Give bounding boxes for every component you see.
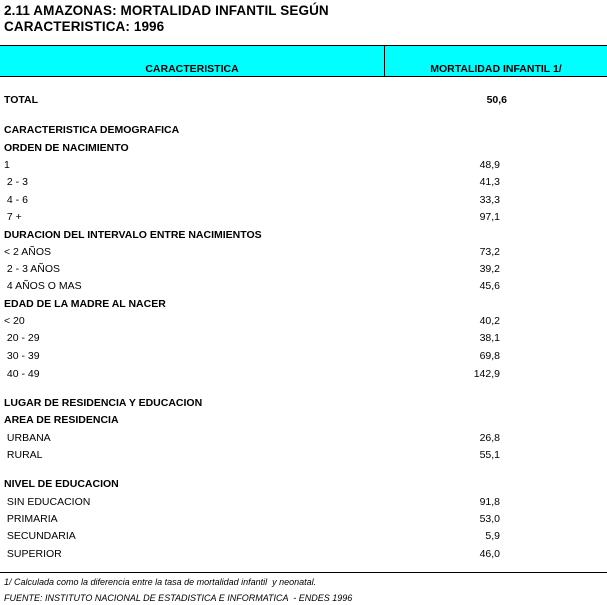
row-label: 4 AÑOS O MAS xyxy=(4,280,82,292)
table-row xyxy=(0,332,607,348)
row-label: 20 - 29 xyxy=(4,332,40,344)
row-value: 41,3 xyxy=(479,176,500,188)
table-row xyxy=(0,350,607,366)
table-row xyxy=(0,368,607,384)
column-header-caracteristica: CARACTERISTICA xyxy=(145,63,239,75)
row-label: NIVEL DE EDUCACION xyxy=(4,478,119,490)
row-label: URBANA xyxy=(4,432,51,444)
row-value: 5,9 xyxy=(485,530,500,542)
section-heading-row xyxy=(0,414,607,430)
row-value: 33,3 xyxy=(479,194,500,206)
row-label: SIN EDUCACION xyxy=(4,496,91,508)
table-row xyxy=(0,211,607,227)
row-label: 7 + xyxy=(4,211,22,223)
table-row xyxy=(0,246,607,262)
row-label: TOTAL xyxy=(4,94,39,106)
row-value: 142,9 xyxy=(473,368,500,380)
footer-rule xyxy=(0,572,607,573)
row-value: 50,6 xyxy=(486,94,507,106)
row-label: RURAL xyxy=(4,449,43,461)
row-label: 30 - 39 xyxy=(4,350,40,362)
section-heading-row xyxy=(0,298,607,314)
table-title-line-2: CARACTERISTICA: 1996 xyxy=(4,19,165,34)
row-value: 53,0 xyxy=(479,513,500,525)
row-value: 40,2 xyxy=(479,315,500,327)
section-heading-row xyxy=(0,229,607,245)
row-value: 97,1 xyxy=(479,211,500,223)
row-label: SUPERIOR xyxy=(4,548,62,560)
table-header xyxy=(0,45,607,77)
row-value: 26,8 xyxy=(479,432,500,444)
row-value: 55,1 xyxy=(479,449,500,461)
row-label: CARACTERISTICA DEMOGRAFICA xyxy=(4,124,180,136)
table-row xyxy=(0,513,607,529)
table-title-line-1: 2.11 AMAZONAS: MORTALIDAD INFANTIL SEGÚN xyxy=(4,3,329,18)
table-row xyxy=(0,449,607,465)
table-row xyxy=(0,280,607,296)
row-label: 4 - 6 xyxy=(4,194,28,206)
row-label: SECUNDARIA xyxy=(4,530,76,542)
section-heading-row xyxy=(0,478,607,494)
row-label: 1 xyxy=(4,159,10,171)
section-heading-row xyxy=(0,142,607,158)
row-label: EDAD DE LA MADRE AL NACER xyxy=(4,298,166,310)
table-row xyxy=(0,176,607,192)
source-note: FUENTE: INSTITUTO NACIONAL DE ESTADISTICA E INFORMATICA - ENDES 1996 xyxy=(4,593,353,603)
row-label: DURACION DEL INTERVALO ENTRE NACIMIENTOS xyxy=(4,229,262,241)
row-label: < 2 AÑOS xyxy=(4,246,51,258)
row-label: PRIMARIA xyxy=(4,513,58,525)
section-heading-row xyxy=(0,397,607,413)
row-label: AREA DE RESIDENCIA xyxy=(4,414,119,426)
table-row xyxy=(0,548,607,564)
row-value: 38,1 xyxy=(479,332,500,344)
row-label: LUGAR DE RESIDENCIA Y EDUCACION xyxy=(4,397,203,409)
row-value: 46,0 xyxy=(479,548,500,560)
row-label: 40 - 49 xyxy=(4,368,40,380)
row-label: < 20 xyxy=(4,315,25,327)
table-row xyxy=(0,315,607,331)
row-value: 45,6 xyxy=(479,280,500,292)
section-heading-row xyxy=(0,94,607,110)
row-value: 39,2 xyxy=(479,263,500,275)
row-value: 91,8 xyxy=(479,496,500,508)
row-value: 48,9 xyxy=(479,159,500,171)
row-label: 2 - 3 AÑOS xyxy=(4,263,61,275)
row-label: 2 - 3 xyxy=(4,176,28,188)
table-row xyxy=(0,496,607,512)
footnote: 1/ Calculada como la diferencia entre la tasa de mortalidad infantil y neonatal. xyxy=(4,577,317,587)
row-label: ORDEN DE NACIMIENTO xyxy=(4,142,129,154)
table-row xyxy=(0,263,607,279)
table-row xyxy=(0,530,607,546)
row-value: 73,2 xyxy=(479,246,500,258)
table-row xyxy=(0,194,607,210)
section-heading-row xyxy=(0,124,607,140)
row-value: 69,8 xyxy=(479,350,500,362)
table-row xyxy=(0,432,607,448)
table-row xyxy=(0,159,607,175)
column-header-mortalidad: MORTALIDAD INFANTIL 1/ xyxy=(430,63,562,75)
